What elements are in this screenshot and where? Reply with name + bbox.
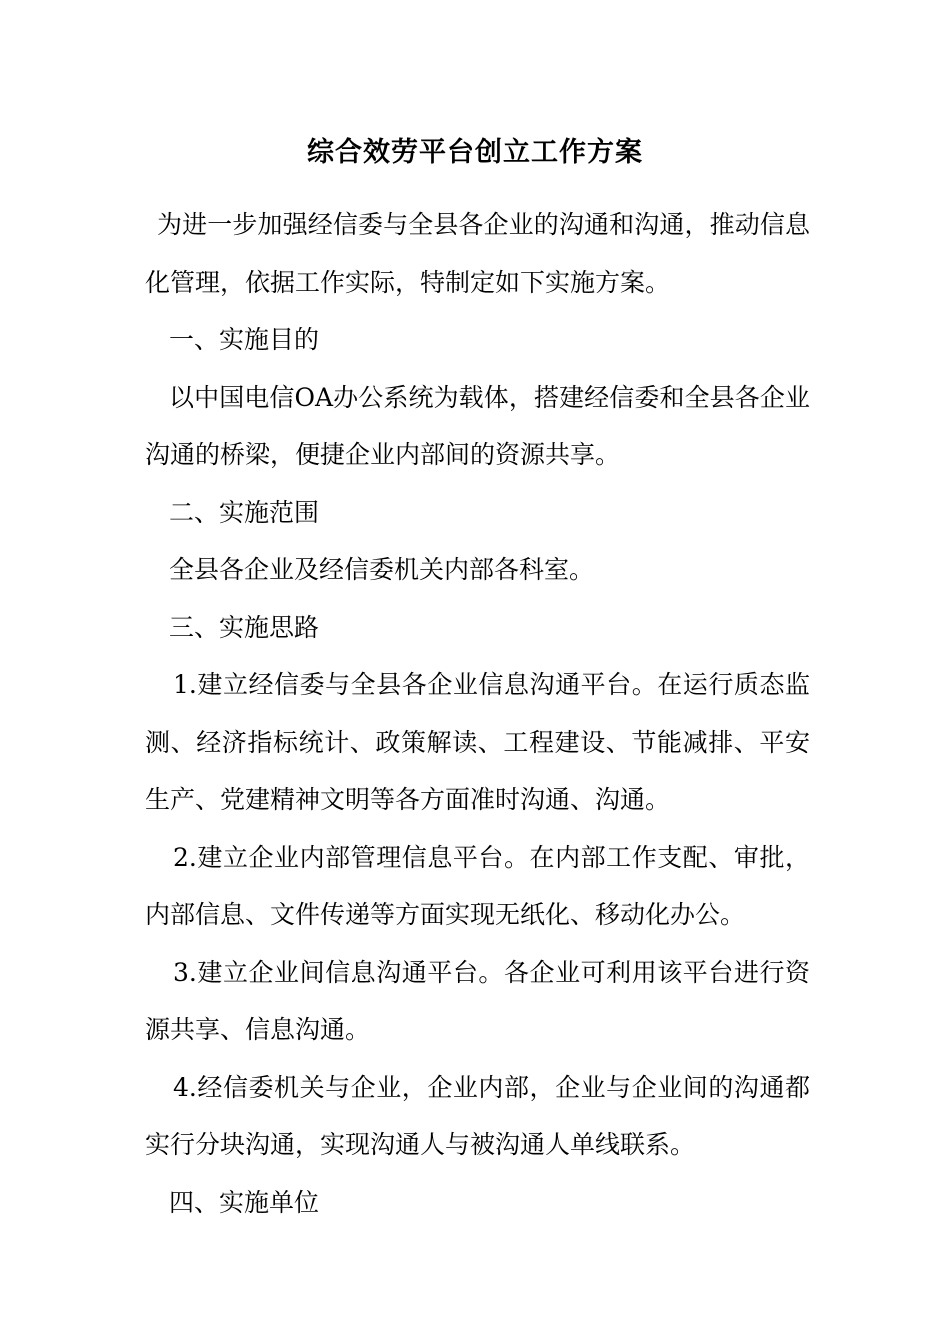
approach-item-3: 3.建立企业间信息沟通平台。各企业可利用该平台进行资源共享、信息沟通。 [145,957,810,1044]
document-title: 综合效劳平台创立工作方案 [307,137,643,168]
section-heading-scope: 二、实施范围 [169,497,320,527]
approach-item-2: 2.建立企业内部管理信息平台。在内部工作支配、审批，内部信息、文件传递等方面实现无纸化、移动化办公。 [145,842,810,929]
document-body [145,196,810,1231]
purpose-paragraph: 以中国电信OA办公系统为载体，搭建经信委和全县各企业沟通的桥梁，便捷企业内部间的资源共享。 [145,382,810,469]
section-heading-units: 四、实施单位 [169,1187,320,1217]
section-heading-purpose: 一、实施目的 [169,325,320,354]
intro-paragraph: 为进一步加强经信委与全县各企业的沟通和沟通，推动信息化管理，依据工作实际，特制定如下实施方案。 [145,210,810,297]
approach-item-4: 4.经信委机关与企业，企业内部，企业与企业间的沟通都实行分块沟通，实现沟通人与被沟通人单线联系。 [145,1072,810,1159]
approach-item-1: 1.建立经信委与全县各企业信息沟通平台。在运行质态监测、经济指标统计、政策解读、工程建设、节能减排、平安生产、党建精神文明等各方面准时沟通、沟通。 [145,670,810,814]
scope-paragraph: 全县各企业及经信委机关内部各科室。 [169,555,595,584]
section-heading-approach: 三、实施思路 [169,612,320,642]
